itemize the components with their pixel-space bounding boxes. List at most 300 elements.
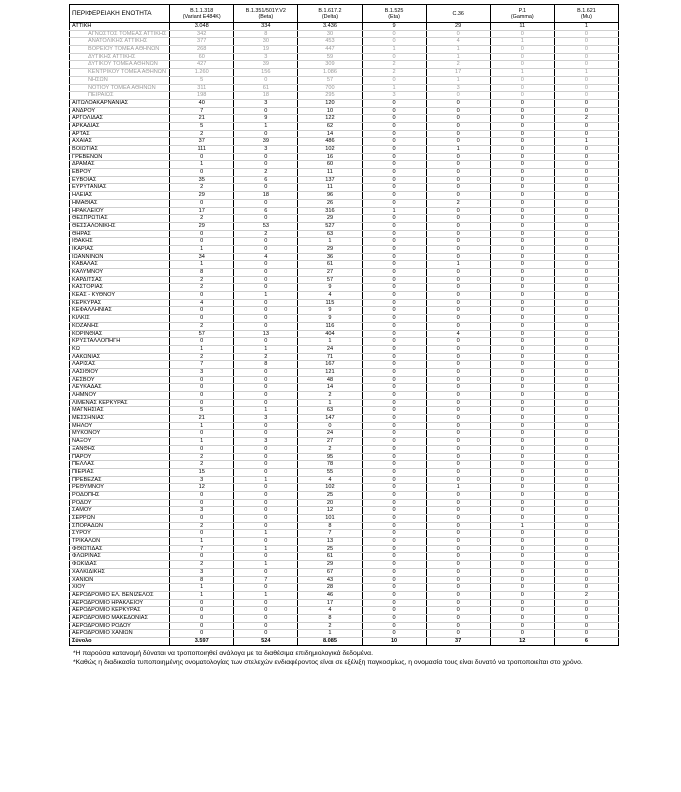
region-name: ΚΑΣΤΟΡΙΑΣ <box>70 284 170 292</box>
count-cell: 0 <box>362 222 426 230</box>
count-cell: 2 <box>234 230 298 238</box>
count-cell: 0 <box>362 461 426 469</box>
count-cell: 0 <box>554 99 618 107</box>
table-row <box>70 384 619 392</box>
count-cell: 0 <box>170 384 234 392</box>
count-cell: 0 <box>362 353 426 361</box>
table-row <box>70 468 619 476</box>
count-cell: 0 <box>554 499 618 507</box>
count-cell: 0 <box>554 553 618 561</box>
count-cell: 0 <box>362 115 426 123</box>
count-cell: 57 <box>298 76 362 84</box>
count-cell: 1 <box>362 46 426 54</box>
count-cell: 0 <box>554 607 618 615</box>
count-cell: 0 <box>490 61 554 69</box>
table-row <box>70 107 619 115</box>
count-cell: 0 <box>362 630 426 638</box>
count-cell: 0 <box>426 591 490 599</box>
count-cell: 1 <box>170 422 234 430</box>
count-cell: 0 <box>234 630 298 638</box>
region-name: ΠΙΕΡΙΑΣ <box>70 468 170 476</box>
footnote: *Καθώς η διαδικασία τυποποιημένης ονοματολογίας των στελεχών ενδιαφέροντος είναι σε εξέλιξη παγκοσμίως, η ονομασία τους είναι δυνατό να τροποποιείται στο χρόνο. <box>73 658 583 666</box>
region-name: ΑΙΤΩΛΟΑΚΑΡΝΑΝΙΑΣ <box>70 99 170 107</box>
count-cell: 29 <box>298 215 362 223</box>
count-cell: 0 <box>362 584 426 592</box>
count-cell: 0 <box>554 453 618 461</box>
count-cell: 0 <box>426 561 490 569</box>
count-cell: 2 <box>426 61 490 69</box>
count-cell: 0 <box>490 269 554 277</box>
count-cell: 0 <box>554 561 618 569</box>
count-cell: 0 <box>490 222 554 230</box>
count-cell: 0 <box>554 507 618 515</box>
count-cell: 0 <box>170 307 234 315</box>
count-cell: 3 <box>362 92 426 100</box>
count-cell: 2 <box>362 69 426 77</box>
count-cell: 0 <box>426 384 490 392</box>
total-cell: 10 <box>362 638 426 646</box>
count-cell: 0 <box>234 430 298 438</box>
count-cell: 0 <box>362 238 426 246</box>
count-cell: 19 <box>234 46 298 54</box>
count-cell: 0 <box>234 522 298 530</box>
table-row <box>70 307 619 315</box>
table-row <box>70 622 619 630</box>
region-name: ΚΑΛΥΜΝΟΥ <box>70 269 170 277</box>
count-cell: 0 <box>362 307 426 315</box>
count-cell: 0 <box>362 146 426 154</box>
count-cell: 0 <box>490 184 554 192</box>
subregion-row <box>70 46 619 54</box>
total-cell: 37 <box>426 638 490 646</box>
count-cell: 17 <box>298 599 362 607</box>
table-row <box>70 561 619 569</box>
table-row <box>70 122 619 130</box>
count-cell: 0 <box>362 530 426 538</box>
count-cell: 7 <box>234 576 298 584</box>
count-cell: 0 <box>490 92 554 100</box>
count-cell: 2 <box>362 61 426 69</box>
table-row <box>70 192 619 200</box>
region-name: ΧΑΝΙΩΝ <box>70 576 170 584</box>
count-cell: 342 <box>170 30 234 38</box>
count-cell: 0 <box>234 614 298 622</box>
total-label: Σύνολο <box>70 638 170 646</box>
table-row <box>70 630 619 638</box>
count-cell: 4 <box>298 292 362 300</box>
count-cell: 2 <box>170 561 234 569</box>
count-cell: 0 <box>426 584 490 592</box>
count-cell: 0 <box>426 461 490 469</box>
count-cell: 0 <box>170 153 234 161</box>
count-cell: 0 <box>554 538 618 546</box>
count-cell: 0 <box>426 545 490 553</box>
count-cell: 0 <box>426 392 490 400</box>
count-cell: 0 <box>554 192 618 200</box>
count-cell: 0 <box>234 584 298 592</box>
region-name: ΤΡΙΚΑΛΩΝ <box>70 538 170 546</box>
count-cell: 0 <box>426 99 490 107</box>
count-cell: 0 <box>554 438 618 446</box>
count-cell: 0 <box>170 630 234 638</box>
table-row <box>70 345 619 353</box>
count-cell: 0 <box>554 468 618 476</box>
region-name: ΧΑΛΚΙΔΙΚΗΣ <box>70 568 170 576</box>
count-cell: 3 <box>170 507 234 515</box>
count-cell: 9 <box>298 315 362 323</box>
count-cell: 0 <box>362 422 426 430</box>
count-cell: 0 <box>170 376 234 384</box>
count-cell: 8 <box>170 269 234 277</box>
count-cell: 1 <box>426 261 490 269</box>
table-row <box>70 484 619 492</box>
table-header <box>70 5 619 23</box>
count-cell: 0 <box>234 399 298 407</box>
region-name: ΜΗΛΟΥ <box>70 422 170 430</box>
count-cell: 0 <box>490 84 554 92</box>
variant-column-header: B.1.621 (Mu) <box>554 5 618 23</box>
table-row <box>70 368 619 376</box>
region-name: ΑΡΓΟΛΙΔΑΣ <box>70 115 170 123</box>
count-cell: 14 <box>298 384 362 392</box>
table-row <box>70 392 619 400</box>
count-cell: 0 <box>234 468 298 476</box>
count-cell: 0 <box>170 292 234 300</box>
count-cell: 0 <box>234 422 298 430</box>
count-cell: 0 <box>362 453 426 461</box>
subregion-row <box>70 38 619 46</box>
count-cell: 0 <box>554 345 618 353</box>
count-cell: 0 <box>490 138 554 146</box>
count-cell: 0 <box>554 46 618 54</box>
count-cell: 0 <box>426 538 490 546</box>
count-cell: 2 <box>298 392 362 400</box>
count-cell: 0 <box>554 284 618 292</box>
region-name: ΜΑΓΝΗΣΙΑΣ <box>70 407 170 415</box>
count-cell: 0 <box>490 484 554 492</box>
region-name: ΕΥΒΟΙΑΣ <box>70 176 170 184</box>
count-cell: 0 <box>234 299 298 307</box>
table-row <box>70 538 619 546</box>
count-cell: 0 <box>170 599 234 607</box>
count-cell: 1 <box>170 538 234 546</box>
count-cell: 453 <box>298 38 362 46</box>
count-cell: 0 <box>490 453 554 461</box>
count-cell: 0 <box>490 207 554 215</box>
count-cell: 0 <box>170 238 234 246</box>
region-name: ΑΧΑΪΑΣ <box>70 138 170 146</box>
count-cell: 9 <box>298 307 362 315</box>
count-cell: 0 <box>490 338 554 346</box>
count-cell: 0 <box>554 184 618 192</box>
region-name: ΒΟΙΩΤΙΑΣ <box>70 146 170 154</box>
count-cell: 95 <box>298 453 362 461</box>
table-row <box>70 599 619 607</box>
count-cell: 295 <box>298 92 362 100</box>
region-name: ΘΗΡΑΣ <box>70 230 170 238</box>
count-cell: 0 <box>362 76 426 84</box>
count-cell: 5 <box>170 76 234 84</box>
count-cell: 8 <box>170 576 234 584</box>
count-cell: 0 <box>426 353 490 361</box>
count-cell: 0 <box>170 499 234 507</box>
count-cell: 1 <box>234 345 298 353</box>
table-row <box>70 176 619 184</box>
table-row <box>70 215 619 223</box>
count-cell: 39 <box>234 61 298 69</box>
count-cell: 0 <box>490 430 554 438</box>
count-cell: 0 <box>554 153 618 161</box>
count-cell: 2 <box>170 215 234 223</box>
count-cell: 0 <box>554 315 618 323</box>
variant-column-header: B.1.1.318 (Variant E484K) <box>170 5 234 23</box>
table-row <box>70 584 619 592</box>
count-cell: 0 <box>426 399 490 407</box>
count-cell: 0 <box>234 484 298 492</box>
count-cell: 0 <box>490 399 554 407</box>
count-cell: 0 <box>426 453 490 461</box>
count-cell: 0 <box>426 192 490 200</box>
count-cell: 0 <box>234 376 298 384</box>
count-cell: 0 <box>362 199 426 207</box>
count-cell: 0 <box>490 614 554 622</box>
count-cell: 0 <box>170 338 234 346</box>
count-cell: 0 <box>554 245 618 253</box>
count-cell: 0 <box>362 476 426 484</box>
count-cell: 0 <box>362 245 426 253</box>
count-cell: 7 <box>170 545 234 553</box>
region-name: ΠΑΡΟΥ <box>70 453 170 461</box>
count-cell: 96 <box>298 192 362 200</box>
count-cell: 0 <box>426 499 490 507</box>
count-cell: 1 <box>234 591 298 599</box>
variant-column-header: C.36 <box>426 5 490 23</box>
table-row <box>70 530 619 538</box>
subregion-row <box>70 76 619 84</box>
count-cell: 0 <box>490 392 554 400</box>
table-row <box>70 199 619 207</box>
count-cell: 0 <box>554 630 618 638</box>
region-name: ΚΑΡΔΙΤΣΑΣ <box>70 276 170 284</box>
count-cell: 63 <box>298 407 362 415</box>
count-cell: 13 <box>298 538 362 546</box>
count-cell: 18 <box>234 192 298 200</box>
count-cell: 0 <box>170 614 234 622</box>
count-cell: 0 <box>170 392 234 400</box>
region-name: ΦΛΩΡΙΝΑΣ <box>70 553 170 561</box>
count-cell: 0 <box>234 491 298 499</box>
count-cell: 0 <box>362 338 426 346</box>
count-cell: 61 <box>298 553 362 561</box>
count-cell: 0 <box>234 153 298 161</box>
count-cell: 2 <box>170 284 234 292</box>
count-cell: 0 <box>362 599 426 607</box>
count-cell: 0 <box>426 445 490 453</box>
variant-column-header: P.1 (Gamma) <box>490 5 554 23</box>
count-cell: 0 <box>554 92 618 100</box>
count-cell: 0 <box>490 322 554 330</box>
count-cell: 0 <box>426 115 490 123</box>
count-cell: 1 <box>170 161 234 169</box>
region-name: ΙΩΑΝΝΙΝΩΝ <box>70 253 170 261</box>
count-cell: 0 <box>490 415 554 423</box>
count-cell: 121 <box>298 368 362 376</box>
count-cell: 0 <box>234 284 298 292</box>
count-cell: 0 <box>426 576 490 584</box>
count-cell: 2 <box>554 591 618 599</box>
count-cell: 0 <box>554 261 618 269</box>
table-row <box>70 130 619 138</box>
count-cell: 17 <box>426 69 490 77</box>
variant-column-header: B.1.351/501Y.V2 (Beta) <box>234 5 298 23</box>
count-cell: 0 <box>426 92 490 100</box>
count-cell: 0 <box>490 538 554 546</box>
region-name: ΡΟΔΟΥ <box>70 499 170 507</box>
count-cell: 1 <box>170 591 234 599</box>
total-row <box>70 638 619 646</box>
count-cell: 0 <box>362 445 426 453</box>
count-cell: 1 <box>490 522 554 530</box>
count-cell: 20 <box>298 499 362 507</box>
count-cell: 63 <box>298 230 362 238</box>
count-cell: 0 <box>554 84 618 92</box>
count-cell: 1.086 <box>298 69 362 77</box>
count-cell: 0 <box>234 269 298 277</box>
count-cell: 0 <box>362 553 426 561</box>
count-cell: 4 <box>298 607 362 615</box>
count-cell: 0 <box>426 407 490 415</box>
count-cell: 0 <box>490 599 554 607</box>
count-cell: 4 <box>298 476 362 484</box>
count-cell: 0 <box>234 622 298 630</box>
count-cell: 0 <box>170 553 234 561</box>
count-cell: 0 <box>490 284 554 292</box>
count-cell: 0 <box>362 192 426 200</box>
variant-column-header: B.1.617.2 (Delta) <box>298 5 362 23</box>
count-cell: 0 <box>170 515 234 523</box>
region-name: ΧΙΟΥ <box>70 584 170 592</box>
count-cell: 122 <box>298 115 362 123</box>
count-cell: 2 <box>298 622 362 630</box>
count-cell: 3 <box>234 438 298 446</box>
count-cell: 0 <box>490 553 554 561</box>
table-row <box>70 276 619 284</box>
count-cell: 17 <box>170 207 234 215</box>
count-cell: 2 <box>298 445 362 453</box>
count-cell: 0 <box>362 376 426 384</box>
count-cell: 78 <box>298 461 362 469</box>
count-cell: 0 <box>234 453 298 461</box>
total-cell: 524 <box>234 638 298 646</box>
count-cell: 0 <box>490 445 554 453</box>
count-cell: 71 <box>298 353 362 361</box>
subregion-row <box>70 84 619 92</box>
region-name: ΑΕΡΟΔΡΟΜΙΟ ΡΟΔΟΥ <box>70 622 170 630</box>
total-cell: 3.597 <box>170 638 234 646</box>
table-row <box>70 284 619 292</box>
count-cell: 29 <box>170 192 234 200</box>
count-cell: 0 <box>554 169 618 177</box>
count-cell: 1 <box>490 38 554 46</box>
count-cell: 0 <box>426 122 490 130</box>
count-cell: 0 <box>554 491 618 499</box>
region-name: ΚΕΝΤΡΙΚΟΥ ΤΟΜΕΑ ΑΘΗΝΩΝ <box>70 69 170 77</box>
count-cell: 1 <box>234 407 298 415</box>
region-name: ΜΕΣΣΗΝΙΑΣ <box>70 415 170 423</box>
count-cell: 0 <box>362 561 426 569</box>
count-cell: 2 <box>234 353 298 361</box>
count-cell: 0 <box>426 568 490 576</box>
count-cell: 0 <box>490 299 554 307</box>
table-row <box>70 438 619 446</box>
count-cell: 1 <box>170 345 234 353</box>
count-cell: 0 <box>362 261 426 269</box>
region-name: ΣΠΟΡΑΔΩΝ <box>70 522 170 530</box>
count-cell: 8 <box>234 30 298 38</box>
count-cell: 0 <box>170 607 234 615</box>
count-cell: 0 <box>490 568 554 576</box>
count-cell: 0 <box>490 468 554 476</box>
count-cell: 0 <box>362 292 426 300</box>
table-row <box>70 115 619 123</box>
table-row <box>70 453 619 461</box>
count-cell: 0 <box>426 422 490 430</box>
table-row <box>70 576 619 584</box>
count-cell: 0 <box>426 599 490 607</box>
count-cell: 6 <box>234 207 298 215</box>
count-cell: 0 <box>490 630 554 638</box>
count-cell: 1 <box>426 484 490 492</box>
count-cell: 3 <box>170 368 234 376</box>
count-cell: 0 <box>426 345 490 353</box>
count-cell: 0 <box>362 622 426 630</box>
count-cell: 2 <box>170 130 234 138</box>
count-cell: 0 <box>426 476 490 484</box>
count-cell: 12 <box>298 507 362 515</box>
count-cell: 0 <box>362 322 426 330</box>
count-cell: 0 <box>426 614 490 622</box>
count-cell: 25 <box>298 491 362 499</box>
count-cell: 0 <box>234 307 298 315</box>
count-cell: 1 <box>426 76 490 84</box>
count-cell: 0 <box>554 484 618 492</box>
count-cell: 2 <box>170 522 234 530</box>
region-name: ΡΕΘΥΜΝΟΥ <box>70 484 170 492</box>
count-cell: 0 <box>170 230 234 238</box>
count-cell: 4 <box>426 330 490 338</box>
count-cell: 0 <box>426 169 490 177</box>
count-cell: 0 <box>234 338 298 346</box>
count-cell: 0 <box>490 238 554 246</box>
count-cell: 34 <box>170 253 234 261</box>
region-name: ΑΕΡΟΔΡΟΜΙΟ ΗΡΑΚΛΕΙΟΥ <box>70 599 170 607</box>
table-row <box>70 422 619 430</box>
count-cell: 62 <box>298 122 362 130</box>
table-row <box>70 207 619 215</box>
count-cell: 0 <box>362 230 426 238</box>
count-cell: 268 <box>170 46 234 54</box>
count-cell: 7 <box>170 107 234 115</box>
count-cell: 0 <box>426 322 490 330</box>
count-cell: 0 <box>490 545 554 553</box>
count-cell: 0 <box>362 607 426 615</box>
count-cell: 0 <box>490 407 554 415</box>
count-cell: 0 <box>554 614 618 622</box>
count-cell: 40 <box>170 99 234 107</box>
count-cell: 0 <box>554 176 618 184</box>
region-name: ΑΤΤΙΚΗ <box>70 23 170 31</box>
region-name: ΗΡΑΚΛΕΙΟΥ <box>70 207 170 215</box>
